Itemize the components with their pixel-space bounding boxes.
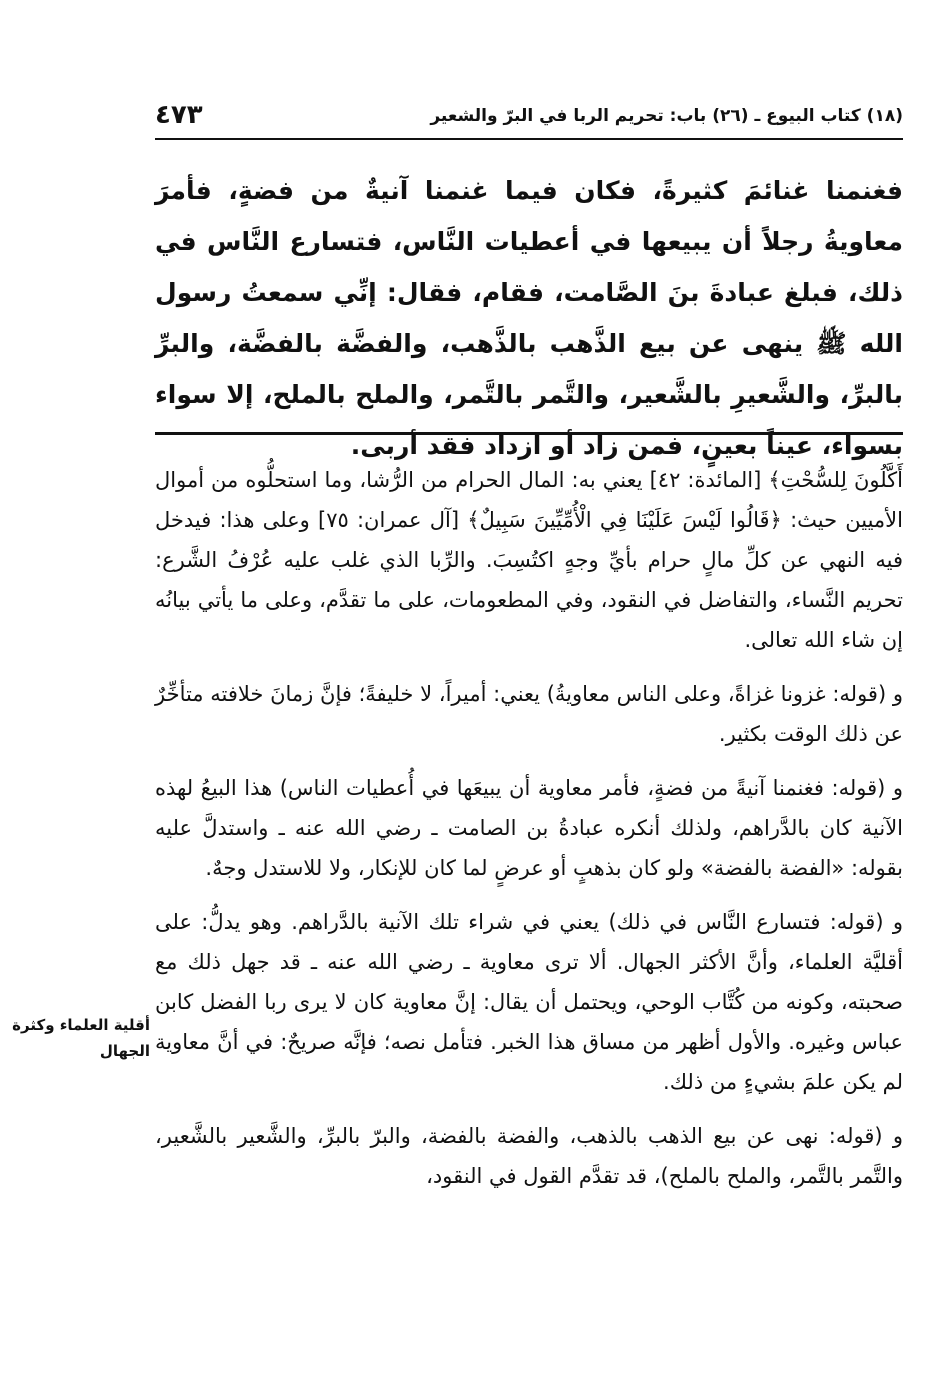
commentary-paragraph: و (قوله: فغنمنا آنيةً من فضةٍ، فأمر معاوية أن يبيعَها في أُعطيات الناس) هذا البيعُ لهذه الآنية كان بالدَّراهم، ولذلك أنكره عبادةُ بن الصامت ـ رضي الله عنه ـ واستدلَّ عليه بقوله: «الفضة بالفضة» ولو كان بذهبٍ أو عرضٍ لما كان للإنكار، ولا للاستدل وجهٌ.: [155, 776, 903, 880]
page-number: ٤٧٣: [155, 100, 203, 130]
margin-note: أقلية العلماء وكثرة الجهال: [12, 1016, 150, 1060]
page-header: [155, 98, 903, 140]
commentary: [155, 460, 903, 1210]
commentary-paragraph: أَكَّلُونَ لِلسُّحْتِ﴾ [المائدة: ٤٢] يعني به: المال الحرام من الرُّشا، وما استحلُّوه من أموال الأميين حيث: ﴿قَالُوا لَيْسَ عَلَيْنَا فِي الْأُمِّيِّينَ سَبِيلٌ﴾ [آل عمران: ٧٥] وعلى هذا: فيدخل فيه النهي عن كلِّ مالٍ حرام بأيِّ وجهٍ اكتُسِبَ. والرِّبا الذي غلب عليه عُرْفُ الشَّرع: تحريم النَّساء، والتفاضل في النقود، وفي المطعومات، على ما تقدَّم، وعلى ما يأتي بيانُه إن شاء الله تعالى.: [155, 468, 903, 652]
running-title: (١٨) كتاب البيوع ـ (٢٦) باب: تحريم الربا في البرّ والشعير: [430, 106, 903, 126]
commentary-paragraph: و (قوله: غزونا غزاةً، وعلى الناس معاويةُ) يعني: أميراً، لا خليفةً؛ فإنَّ زمانَ خلافته متأخِّرٌ عن ذلك الوقت بكثير.: [155, 682, 903, 746]
section-divider: [155, 432, 903, 435]
commentary-paragraph: و (قوله: نهى عن بيع الذهب بالذهب، والفضة بالفضة، والبرّ بالبرِّ، والشَّعير بالشَّعير، والتَّمر بالتَّمر، والملح بالملح)، قد تقدَّم القول في النقود،: [155, 1124, 903, 1188]
commentary-paragraph: و (قوله: فتسارع النَّاس في ذلك) يعني في شراء تلك الآنية بالدَّراهم. وهو يدلُّ: على أقليَّة العلماء، وأنَّ الأكثر الجهال. ألا ترى معاوية ـ رضي الله عنه ـ قد جهل ذلك مع صحبته، وكونه من كُتَّاب الوحي، ويحتمل أن يقال: إنَّ معاوية كان لا يرى ربا الفضل كابن عباس وغيره. والأول أظهر من مساق هذا الخبر. فتأمل نصه؛ فإنَّه صريحٌ: في أنَّ معاوية لم يكن علمَ بشيءٍ من ذلك.: [155, 910, 903, 1094]
hadith-text: فغنمنا غنائمَ كثيرةً، فكان فيما غنمنا آنيةٌ من فضةٍ، فأمرَ معاويةُ رجلاً أن يبيعها في أعطيات النَّاس، فتسارع النَّاس في ذلك، فبلغ عبادةَ بنَ الصَّامت، فقام، فقال: إنِّي سمعتُ رسول الله ﷺ ينهى عن بيع الذَّهب بالذَّهب، والفضَّة بالفضَّة، والبرِّ بالبرِّ، والشَّعيرِ بالشَّعير، والتَّمر بالتَّمر، والملح بالملح، إلا سواء بسواء، عيناً بعينٍ، فمن زاد أو ازداد فقد أربى.: [155, 176, 903, 460]
